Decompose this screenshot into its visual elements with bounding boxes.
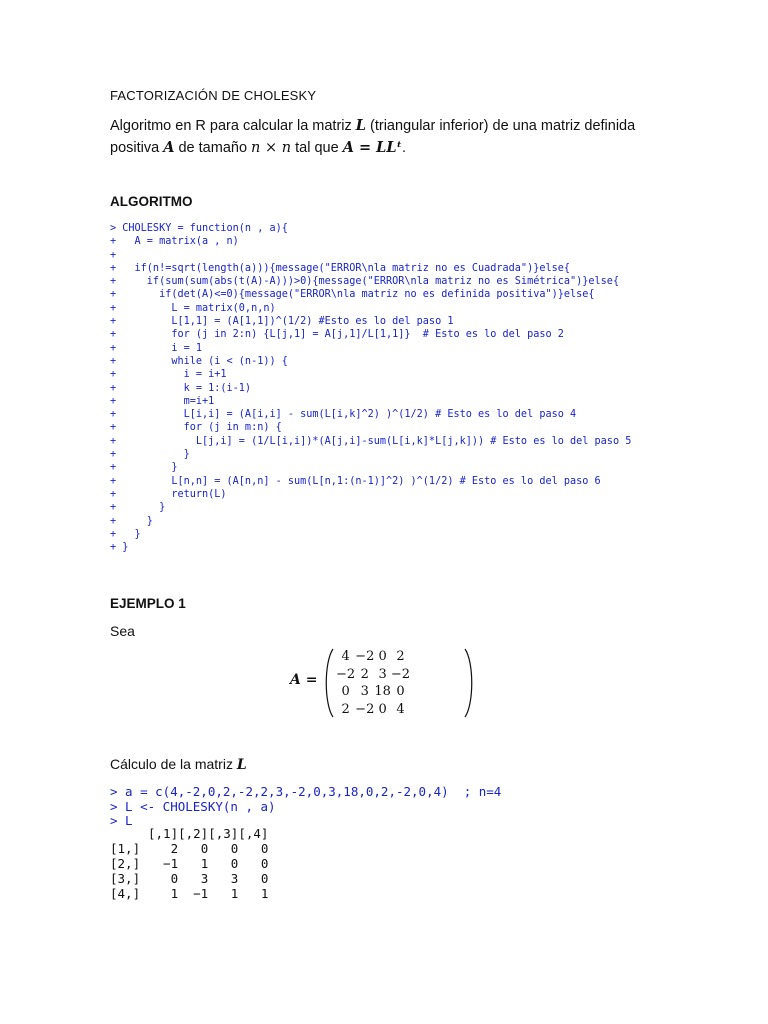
matrix-row bbox=[336, 683, 410, 701]
output-cell: 1 bbox=[260, 886, 269, 901]
matrix-cell: 4 bbox=[396, 701, 405, 717]
code-line: + } bbox=[110, 528, 141, 540]
output-cell: −1 bbox=[163, 856, 179, 871]
matrix-cell: 2 bbox=[396, 649, 405, 665]
code-line: + bbox=[110, 249, 117, 261]
output-cell: 1 bbox=[170, 886, 179, 901]
output-cell: 3 bbox=[200, 871, 209, 886]
matrix-cell: 2 bbox=[360, 666, 369, 682]
code-line: + L = matrix(0,n,n) bbox=[110, 302, 276, 314]
code-line: + i = 1 bbox=[110, 342, 203, 354]
code-line: + L[i,i] = (A[i,i] - sum(L[i,k]^2) )^(1/2) # Esto es lo del paso 4 bbox=[110, 409, 577, 421]
code-line: > CHOLESKY = function(n , a){ bbox=[110, 223, 288, 234]
code-line: + if(det(A)<=0){message("ERROR\nla matriz no es definida positiva")}else{ bbox=[110, 289, 595, 301]
output-row-label: [4,] bbox=[110, 886, 141, 901]
code-line: + i = i+1 bbox=[110, 369, 227, 381]
code-line: + while (i < (n-1)) { bbox=[110, 355, 288, 367]
code-line: + return(L) bbox=[110, 488, 227, 500]
code-line: + } bbox=[110, 502, 166, 514]
matrix-cell: 0 bbox=[396, 684, 405, 700]
code-line: + } bbox=[110, 462, 178, 474]
output-cell: 1 bbox=[200, 856, 209, 871]
code-line: + if(n!=sqrt(length(a))){message("ERROR\nla matriz no es Cuadrada")}else{ bbox=[110, 262, 571, 274]
right-paren-icon bbox=[462, 648, 476, 718]
page-title: FACTORIZACIÓN DE CHOLESKY bbox=[110, 88, 317, 103]
output-row bbox=[110, 871, 268, 886]
matrix-row bbox=[336, 666, 410, 684]
output-corner bbox=[110, 826, 148, 841]
algorithm-heading: ALGORITMO bbox=[110, 194, 193, 209]
code-line: + L[n,n] = (A[n,n] - sum(L[n,1:(n-1)]^2) )^(1/2) # Esto es lo del paso 6 bbox=[110, 475, 601, 487]
code-line: + } bbox=[110, 542, 129, 554]
output-row-label: [3,] bbox=[110, 871, 141, 886]
matrix-cell: 2 bbox=[341, 701, 350, 717]
left-paren-icon bbox=[322, 648, 336, 718]
matrix-cell: 0 bbox=[341, 684, 350, 700]
code-block bbox=[110, 222, 631, 554]
console-input bbox=[110, 785, 501, 829]
code-line: + if(sum(sum(abs(t(A)-A)))>0){message("ERROR\nla matriz no es Simétrica")}else{ bbox=[110, 276, 620, 288]
console-line: > L <- CHOLESKY(n , a) bbox=[110, 798, 276, 814]
console-line: > L bbox=[110, 813, 133, 828]
output-row-label: [1,] bbox=[110, 841, 141, 856]
output-cell: 0 bbox=[260, 841, 269, 856]
output-cell: 0 bbox=[260, 856, 269, 871]
matrix-cell: 4 bbox=[341, 649, 350, 665]
matrix-cell: 3 bbox=[360, 684, 369, 700]
output-matrix bbox=[110, 826, 268, 901]
output-cell: 2 bbox=[170, 841, 179, 856]
matrix-row bbox=[336, 701, 410, 719]
code-line: + for (j in m:n) { bbox=[110, 422, 282, 434]
matrix-row bbox=[336, 648, 410, 666]
output-cell: 3 bbox=[230, 871, 239, 886]
sea-label: Sea bbox=[110, 623, 135, 639]
code-line: + k = 1:(i-1) bbox=[110, 382, 252, 394]
code-line: + for (j in 2:n) {L[j,1] = A[j,1]/L[1,1]} # Esto es lo del paso 2 bbox=[110, 329, 564, 341]
code-line: + L[1,1] = (A[1,1])^(1/2) #Esto es lo del paso 1 bbox=[110, 316, 454, 328]
matrix-cell: 0 bbox=[378, 701, 387, 717]
output-row bbox=[110, 841, 268, 856]
output-row-label: [2,] bbox=[110, 856, 141, 871]
example-heading: EJEMPLO 1 bbox=[110, 596, 186, 611]
output-cell: −1 bbox=[193, 886, 209, 901]
code-line: + } bbox=[110, 515, 153, 527]
output-row bbox=[110, 856, 268, 871]
calc-heading: Cálculo de la matriz L bbox=[110, 756, 247, 773]
matrix-cell: −2 bbox=[390, 666, 411, 682]
output-row bbox=[110, 886, 268, 901]
console-line: > a = c(4,-2,0,2,-2,2,3,-2,0,3,18,0,2,-2,0,4) ; n=4 bbox=[110, 784, 502, 799]
output-cell: 1 bbox=[230, 886, 239, 901]
output-header-row bbox=[110, 826, 268, 841]
code-line: + m=i+1 bbox=[110, 395, 215, 407]
matrix-a-table bbox=[336, 648, 410, 718]
code-line: + L[j,i] = (1/L[i,i])*(A[j,i]-sum(L[i,k]*L[j,k])) # Esto es lo del paso 5 bbox=[110, 435, 632, 447]
output-cell: 0 bbox=[260, 871, 269, 886]
matrix-label: A = bbox=[290, 672, 318, 688]
matrix-cell: −2 bbox=[336, 666, 356, 682]
matrix-cell: 3 bbox=[378, 666, 387, 682]
output-col-header: [,3] bbox=[208, 826, 239, 841]
output-col-header: [,2] bbox=[178, 826, 209, 841]
output-cell: 0 bbox=[200, 841, 209, 856]
matrix-cell: 18 bbox=[374, 684, 391, 700]
code-line: + A = matrix(a , n) bbox=[110, 236, 239, 248]
output-cell: 0 bbox=[170, 871, 179, 886]
matrix-cell: −2 bbox=[355, 649, 375, 665]
code-line: + } bbox=[110, 449, 190, 461]
matrix-cell: −2 bbox=[355, 701, 375, 717]
output-cell: 0 bbox=[230, 841, 239, 856]
matrix-cell: 0 bbox=[378, 649, 387, 665]
output-col-header: [,4] bbox=[238, 826, 269, 841]
intro-paragraph: Algoritmo en R para calcular la matriz L (triangular inferior) de una matriz definida positiva A de tamaño n × n tal que A = LLᵗ. bbox=[110, 117, 636, 156]
output-col-header: [,1] bbox=[148, 826, 179, 841]
output-cell: 0 bbox=[230, 856, 239, 871]
